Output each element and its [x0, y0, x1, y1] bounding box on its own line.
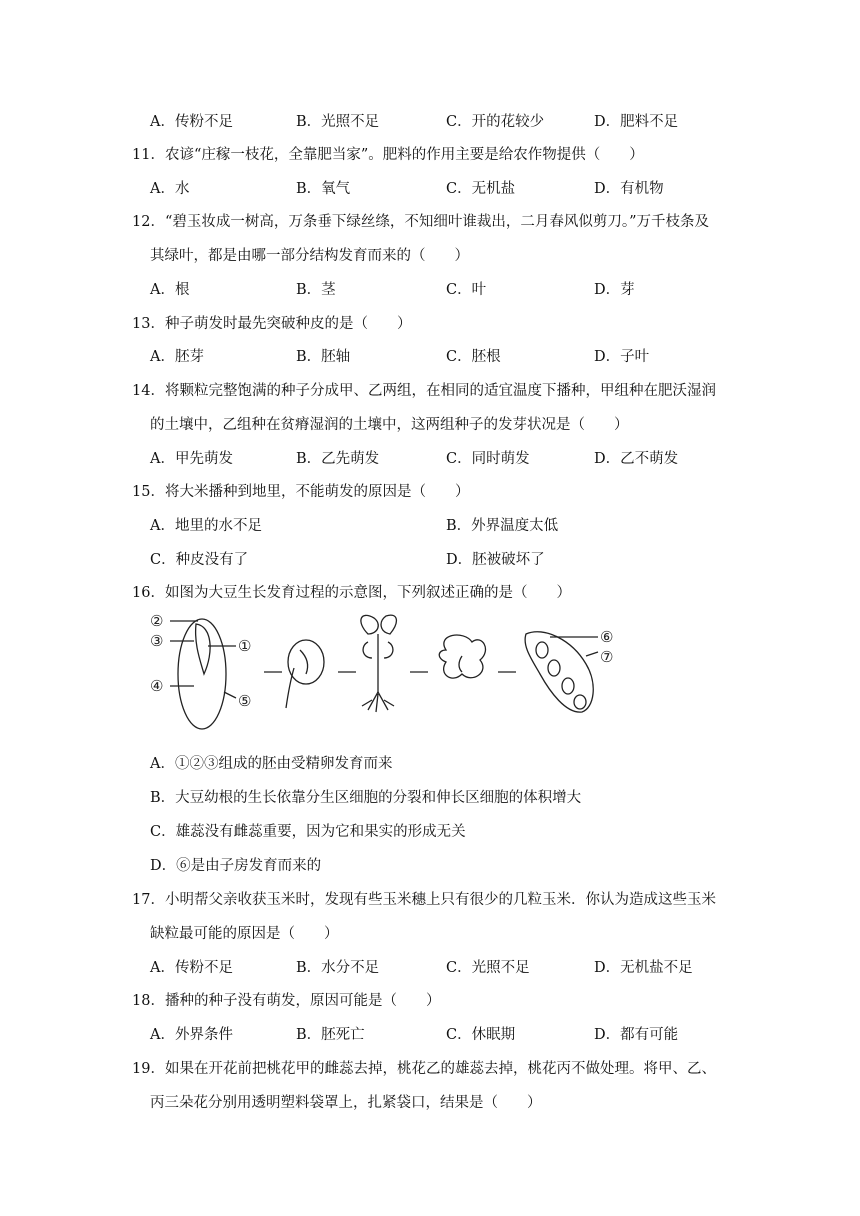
soybean-growth-diagram — [146, 612, 616, 730]
label-5: ⑤ — [238, 692, 252, 710]
question-19 — [132, 1059, 716, 1079]
embryo-shape — [196, 624, 211, 674]
question-text: 将颗粒完整饱满的种子分成甲、乙两组，在相同的适宜温度下播种，甲组种在肥沃湿润 — [164, 383, 716, 399]
question-14-cont: 的土壤中，乙组种在贫瘠湿润的土壤中，这两组种子的发芽状况是（ ） — [150, 417, 629, 433]
question-text: 如图为大豆生长发育过程的示意图，下列叙述正确的是（ ） — [164, 585, 571, 601]
question-12-cont: 其绿叶，都是由哪一部分结构发育而来的（ ） — [150, 248, 469, 264]
q16-option-b[interactable]: B．大豆幼根的生长依靠分生区细胞的分裂和伸长区细胞的体积增大 — [150, 790, 582, 806]
option-d[interactable]: D．乙不萌发 — [594, 451, 679, 467]
q14-options — [150, 449, 750, 469]
seed-in-pod-1 — [536, 642, 548, 658]
question-number: 12． — [132, 214, 165, 230]
option-b[interactable]: B．茎 — [296, 282, 336, 298]
option-b[interactable]: B．胚轴 — [296, 349, 351, 365]
option-a[interactable]: A．传粉不足 — [150, 960, 233, 976]
option-c[interactable]: C．休眠期 — [446, 1027, 516, 1043]
seed-in-pod-3 — [562, 678, 574, 694]
question-12 — [132, 212, 709, 232]
option-c[interactable]: C．胚根 — [446, 349, 501, 365]
seedling-leaf-right — [381, 615, 396, 634]
option-b[interactable]: B．氧气 — [296, 181, 351, 197]
label-7: ⑦ — [600, 648, 614, 666]
question-16 — [132, 583, 571, 603]
seedling-leaf-left — [361, 615, 378, 634]
q15-options-row2 — [150, 550, 750, 570]
question-text: 小明帮父亲收获玉米时，发现有些玉米穗上只有很少的几粒玉米．你认为造成这些玉米 — [164, 892, 716, 908]
question-17-cont: 缺粒最可能的原因是（ ） — [150, 926, 339, 942]
label-3: ③ — [150, 632, 164, 650]
option-a[interactable]: A．传粉不足 — [150, 114, 233, 130]
option-b[interactable]: B．水分不足 — [296, 960, 380, 976]
q11-options — [150, 179, 750, 199]
question-13 — [132, 314, 411, 334]
option-d[interactable]: D．肥料不足 — [594, 114, 679, 130]
question-number: 14． — [132, 383, 165, 399]
question-text: 如果在开花前把桃花甲的雌蕊去掉，桃花乙的雄蕊去掉，桃花丙不做处理。将甲、乙、 — [164, 1061, 716, 1077]
q16-option-a[interactable]: A．①②③组成的胚由受精卵发育而来 — [150, 756, 393, 772]
label-2: ② — [150, 612, 164, 630]
question-number: 18． — [132, 993, 165, 1009]
option-d[interactable]: D．芽 — [594, 282, 635, 298]
question-number: 11． — [132, 147, 165, 163]
question-text: 播种的种子没有萌发，原因可能是（ ） — [164, 993, 441, 1009]
q18-options — [150, 1025, 750, 1045]
question-14 — [132, 381, 716, 401]
option-d[interactable]: D．无机盐不足 — [594, 960, 693, 976]
option-d[interactable]: D．胚被破坏了 — [446, 552, 545, 568]
question-text: 将大米播种到地里，不能萌发的原因是（ ） — [164, 484, 470, 500]
option-b[interactable]: B．乙先萌发 — [296, 451, 380, 467]
option-d[interactable]: D．有机物 — [594, 181, 664, 197]
q10-options — [150, 112, 750, 132]
question-text: 种子萌发时最先突破种皮的是（ ） — [164, 316, 412, 332]
question-number: 15． — [132, 484, 165, 500]
option-c[interactable]: C．叶 — [446, 282, 487, 298]
label-6: ⑥ — [600, 628, 614, 646]
germinating-seed-shape — [288, 640, 324, 684]
question-15 — [132, 482, 469, 502]
seed-shape — [178, 619, 226, 729]
label-1: ① — [238, 637, 252, 655]
option-a[interactable]: A．水 — [150, 181, 190, 197]
q16-option-d[interactable]: D．⑥是由子房发育而来的 — [150, 858, 322, 874]
option-a[interactable]: A．胚芽 — [150, 349, 204, 365]
question-number: 16． — [132, 585, 165, 601]
option-a[interactable]: A．地里的水不足 — [150, 518, 262, 534]
label-4: ④ — [150, 677, 164, 695]
q17-options — [150, 958, 750, 978]
option-c[interactable]: C．光照不足 — [446, 960, 530, 976]
option-d[interactable]: D．子叶 — [594, 349, 650, 365]
question-17 — [132, 890, 716, 910]
option-c[interactable]: C．种皮没有了 — [150, 552, 249, 568]
option-c[interactable]: C．无机盐 — [446, 181, 516, 197]
question-11 — [132, 145, 644, 165]
question-text: 农谚“庄稼一枝花，全靠肥当家”。肥料的作用主要是给农作物提供（ ） — [164, 147, 644, 163]
option-b[interactable]: B．光照不足 — [296, 114, 380, 130]
option-d[interactable]: D．都有可能 — [594, 1027, 679, 1043]
q15-options-row1 — [150, 516, 750, 536]
question-number: 17． — [132, 892, 165, 908]
option-c[interactable]: C．开的花较少 — [446, 114, 545, 130]
option-c[interactable]: C．同时萌发 — [446, 451, 530, 467]
seed-in-pod-2 — [548, 660, 560, 676]
option-b[interactable]: B．外界温度太低 — [446, 518, 559, 534]
question-number: 19． — [132, 1061, 165, 1077]
q13-options — [150, 347, 750, 367]
option-a[interactable]: A．外界条件 — [150, 1027, 233, 1043]
option-a[interactable]: A．甲先萌发 — [150, 451, 233, 467]
option-b[interactable]: B．胚死亡 — [296, 1027, 365, 1043]
q16-option-c[interactable]: C．雄蕊没有雌蕊重要，因为它和果实的形成无关 — [150, 824, 466, 840]
q12-options — [150, 280, 750, 300]
seed-in-pod-4 — [574, 695, 586, 709]
option-a[interactable]: A．根 — [150, 282, 190, 298]
question-18 — [132, 991, 440, 1011]
question-text: “碧玉妆成一树高，万条垂下绿丝绦，不知细叶谁裁出，二月春风似剪刀。”万千枝条及 — [164, 214, 710, 230]
question-19-cont: 丙三朵花分别用透明塑料袋罩上，扎紧袋口，结果是（ ） — [150, 1095, 542, 1111]
question-number: 13． — [132, 316, 165, 332]
